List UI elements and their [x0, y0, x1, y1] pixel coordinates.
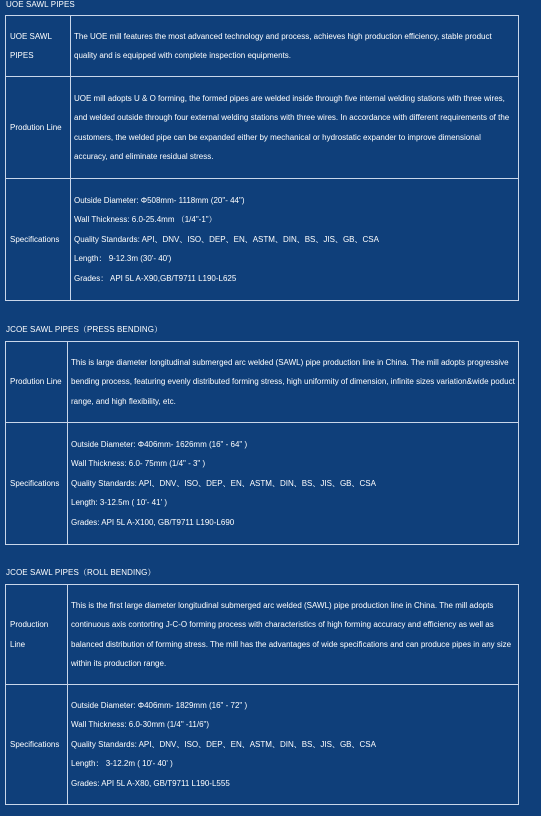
row-label: Specifications: [6, 685, 68, 805]
spec-line: Outside Diameter: Φ508mm- 1118mm (20"- 44"): [74, 195, 245, 205]
row-label: Specifications: [6, 423, 68, 545]
table-row: [6, 342, 519, 423]
spec-line: Quality Standards: API、DNV、ISO、DEP、EN、ASTM、DIN、BS、JIS、GB、CSA: [74, 234, 379, 244]
spec-line: Grades： API 5L A-X90,GB/T9711 L190-L625: [74, 273, 237, 283]
row-label: Prodution Line: [6, 77, 71, 179]
spec-line: Grades: API 5L A-X100, GB/T9711 L190-L690: [71, 517, 235, 527]
table-row: [6, 77, 519, 179]
table-row: [6, 423, 519, 545]
spec-line: Quality Standards: API、DNV、ISO、DEP、EN、ASTM、DIN、BS、JIS、GB、CSA: [71, 739, 376, 749]
spec-line: Length： 9-12.3m (30'- 40'): [74, 254, 172, 264]
table-row: [6, 585, 519, 685]
table-row: [6, 685, 519, 805]
row-label: UOE SAWL PIPES: [6, 16, 71, 77]
spec-line: Wall Thickness: 6.0- 75mm (1/4" - 3" ): [71, 459, 206, 469]
row-text: UOE mill adopts U & O forming, the formed pipes are welded inside through five internal welding stations with three wires, and welded outside through four external welding stations with three wires. In accordance with different requirements of the customers, the welded pipe can be expanded either by mechanical or hydrostatic expander to improve dimensional accuracy, and eliminate residual stress.: [71, 77, 519, 179]
uoe-spec-table: [5, 15, 519, 301]
jcoe-roll-spec-table: [5, 584, 519, 805]
row-text: The UOE mill features the most advanced technology and process, achieves high production efficiency, stable product quality and is equipped with complete inspection equipments.: [71, 16, 519, 77]
spec-line: Outside Diameter: Φ406mm- 1626mm (16" - 64" ): [71, 439, 248, 449]
spec-line: Length： 3-12.2m ( 10'- 40' ): [71, 759, 173, 769]
spec-line: Outside Diameter: Φ406mm- 1829mm (16" - 72" ): [71, 700, 248, 710]
spec-line: Length: 3-12.5m ( 10'- 41' ): [71, 498, 167, 508]
jcoe-press-spec-table: [5, 341, 519, 545]
section-title-jcoe-press: JCOE SAWL PIPES（PRESS BENDING）: [6, 325, 163, 334]
spec-line: Grades: API 5L A-X80, GB/T9711 L190-L555: [71, 778, 230, 788]
spec-line: Quality Standards: API、DNV、ISO、DEP、EN、ASTM、DIN、BS、JIS、GB、CSA: [71, 478, 376, 488]
row-text: This is the first large diameter longitudinal submerged arc welded (SAWL) pipe production line in China. The mill adopts continuous axis contorting J-C-O forming process with characteristics of high forming accuracy and efficiency as well as balanced distribution of forming stress. The mill has the advantages of wide specifications and can produce pipes in any size within its production range.: [68, 585, 519, 685]
table-row: [6, 16, 519, 77]
row-label: Production Line: [6, 585, 68, 685]
section-title-jcoe-roll: JCOE SAWL PIPES（ROLL BENDING）: [6, 568, 156, 577]
spec-lines: [68, 423, 519, 545]
section-title-uoe: UOE SAWL PIPES: [6, 0, 75, 9]
spec-lines: [68, 685, 519, 805]
spec-line: Wall Thickness: 6.0-30mm (1/4" -11/6"): [71, 720, 210, 730]
table-row: [6, 179, 519, 301]
row-label: Prodution Line: [6, 342, 68, 423]
row-label: Specifications: [6, 179, 71, 301]
row-text: This is large diameter longitudinal submerged arc welded (SAWL) pipe production line in China. The mill adopts progressive bending process, featuring evenly distributed forming stress, high uniformity of dimension, infinite sizes variation&wide poduct range, and high flexibility, etc.: [68, 342, 519, 423]
spec-line: Wall Thickness: 6.0-25.4mm （1/4"-1"）: [74, 215, 217, 225]
spec-lines: [71, 179, 519, 301]
